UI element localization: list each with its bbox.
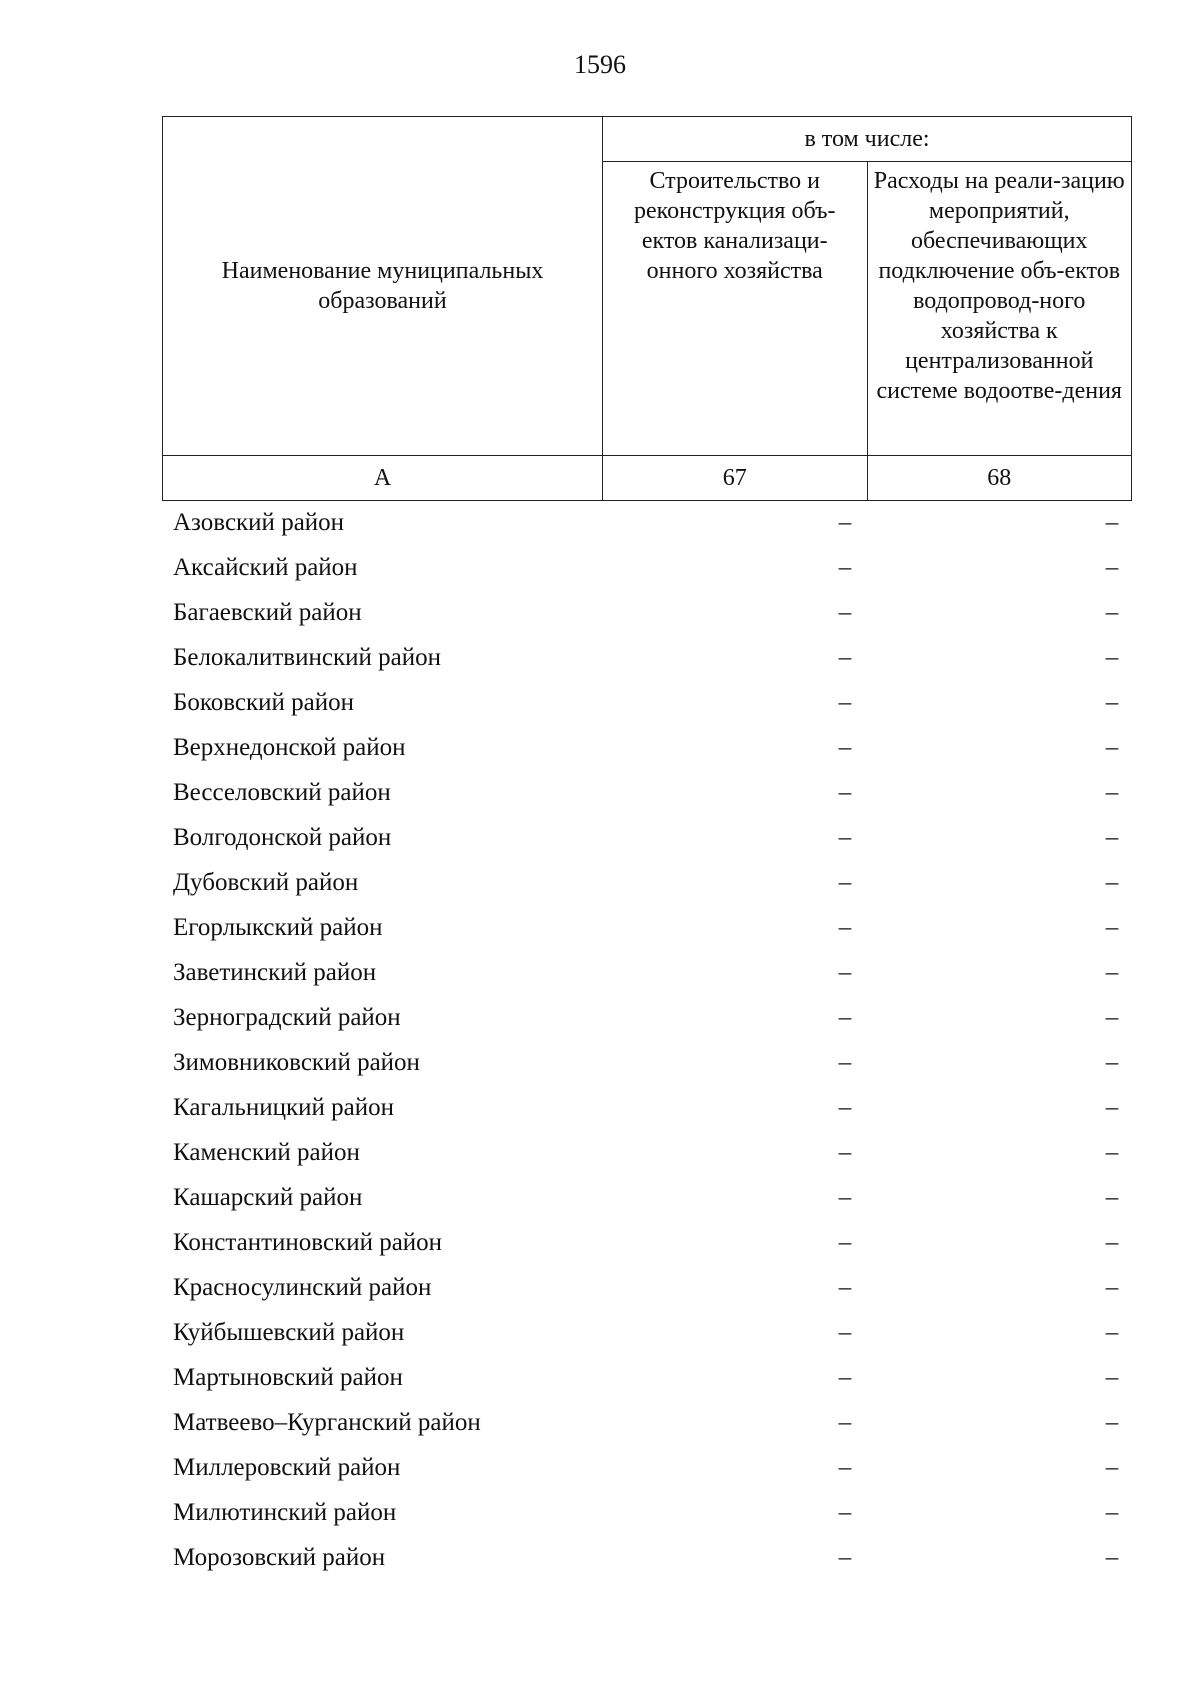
table-row: [162, 815, 1132, 860]
row-name: Константиновский район: [173, 1229, 443, 1256]
table-row: [162, 1040, 1132, 1085]
row-value-68: –: [1105, 1229, 1119, 1256]
row-value-68: –: [1105, 1499, 1119, 1526]
row-value-67: –: [838, 1544, 852, 1571]
row-value-67: –: [838, 869, 852, 896]
row-value-68: –: [1105, 1184, 1119, 1211]
row-value-68: –: [1105, 1454, 1119, 1481]
table-row: [162, 1355, 1132, 1400]
table-row: [162, 1220, 1132, 1265]
row-value-67: –: [838, 1409, 852, 1436]
row-value-68: –: [1105, 1139, 1119, 1166]
row-value-68: –: [1105, 644, 1119, 671]
row-value-68: –: [1105, 1544, 1119, 1571]
row-name: Кашарский район: [173, 1184, 363, 1211]
row-value-67: –: [838, 1229, 852, 1256]
row-value-68: –: [1105, 599, 1119, 626]
table-row: [162, 1490, 1132, 1535]
row-value-67: –: [838, 1004, 852, 1031]
table-row: [162, 770, 1132, 815]
table-row: [162, 1265, 1132, 1310]
index-cell-67: 67: [603, 456, 868, 501]
table-row: [162, 545, 1132, 590]
table-body: [162, 500, 1132, 1580]
row-value-67: –: [838, 599, 852, 626]
table-row: [162, 1535, 1132, 1580]
row-value-67: –: [838, 1319, 852, 1346]
header-col-67: Строительство и реконструкция объ-ектов канализаци-онного хозяйства: [603, 162, 868, 456]
row-value-68: –: [1105, 1049, 1119, 1076]
row-value-67: –: [838, 644, 852, 671]
row-name: Аксайский район: [173, 554, 358, 581]
row-name: Зерноградский район: [173, 1004, 401, 1031]
table-row: [162, 1175, 1132, 1220]
row-value-67: –: [838, 914, 852, 941]
row-value-68: –: [1105, 1364, 1119, 1391]
row-value-68: –: [1105, 1319, 1119, 1346]
row-value-67: –: [838, 824, 852, 851]
row-name: Кагальницкий район: [173, 1094, 395, 1121]
row-name: Мартыновский район: [173, 1364, 403, 1391]
row-name: Матвеево–Курганский район: [173, 1409, 481, 1436]
row-name: Багаевский район: [173, 599, 362, 626]
row-value-68: –: [1105, 869, 1119, 896]
row-name: Волгодонской район: [173, 824, 392, 851]
row-value-67: –: [838, 1184, 852, 1211]
row-value-67: –: [838, 1274, 852, 1301]
row-value-67: –: [838, 1364, 852, 1391]
row-value-68: –: [1105, 1409, 1119, 1436]
table-row: [162, 860, 1132, 905]
row-value-68: –: [1105, 1094, 1119, 1121]
row-value-68: –: [1105, 1004, 1119, 1031]
row-name: Заветинский район: [173, 959, 377, 986]
row-value-68: –: [1105, 734, 1119, 761]
row-name: Зимовниковский район: [173, 1049, 420, 1076]
row-value-68: –: [1105, 1274, 1119, 1301]
row-value-68: –: [1105, 959, 1119, 986]
row-value-67: –: [838, 509, 852, 536]
row-value-67: –: [838, 1094, 852, 1121]
row-name: Миллеровский район: [173, 1454, 401, 1481]
row-name: Верхнедонской район: [173, 734, 406, 761]
row-name: Егорлыкский район: [173, 914, 383, 941]
row-value-67: –: [838, 779, 852, 806]
row-value-68: –: [1105, 554, 1119, 581]
table-row: [162, 995, 1132, 1040]
row-name: Боковский район: [173, 689, 354, 716]
table-row: [162, 1130, 1132, 1175]
row-name: Весселовский район: [173, 779, 391, 806]
table-row: [162, 1085, 1132, 1130]
row-name: Красносулинский район: [173, 1274, 432, 1301]
row-value-68: –: [1105, 779, 1119, 806]
row-name: Дубовский район: [173, 869, 359, 896]
table-row: [162, 680, 1132, 725]
row-value-67: –: [838, 734, 852, 761]
index-cell-a: А: [163, 456, 603, 501]
table-row: [162, 1445, 1132, 1490]
table-row: [162, 500, 1132, 545]
row-value-67: –: [838, 554, 852, 581]
table-row: [162, 635, 1132, 680]
header-group-title: в том числе:: [603, 117, 1132, 162]
row-value-67: –: [838, 959, 852, 986]
table-header: [162, 116, 1132, 501]
index-cell-68: 68: [867, 456, 1132, 501]
row-value-67: –: [838, 1049, 852, 1076]
row-value-67: –: [838, 689, 852, 716]
table-row: [162, 1310, 1132, 1355]
row-value-68: –: [1105, 509, 1119, 536]
row-name: Азовский район: [173, 509, 345, 536]
table-row: [162, 905, 1132, 950]
row-value-68: –: [1105, 824, 1119, 851]
row-name: Морозовский район: [173, 1544, 386, 1571]
row-name: Куйбышевский район: [173, 1319, 405, 1346]
page-number: 1596: [574, 50, 626, 79]
row-value-67: –: [838, 1454, 852, 1481]
header-name-column: Наименование муниципальных образований: [163, 117, 603, 456]
header-col-68: Расходы на реали-зацию мероприятий, обеспечивающих подключение объ-ектов водопровод-ного хозяйства к централизованной системе водоотве-дения: [867, 162, 1132, 456]
row-value-67: –: [838, 1139, 852, 1166]
row-value-67: –: [838, 1499, 852, 1526]
row-name: Каменский район: [173, 1139, 360, 1166]
row-value-68: –: [1105, 914, 1119, 941]
row-value-68: –: [1105, 689, 1119, 716]
table-row: [162, 725, 1132, 770]
row-name: Милютинский район: [173, 1499, 397, 1526]
table-row: [162, 950, 1132, 995]
row-name: Белокалитвинский район: [173, 644, 441, 671]
table-row: [162, 1400, 1132, 1445]
table-row: [162, 590, 1132, 635]
